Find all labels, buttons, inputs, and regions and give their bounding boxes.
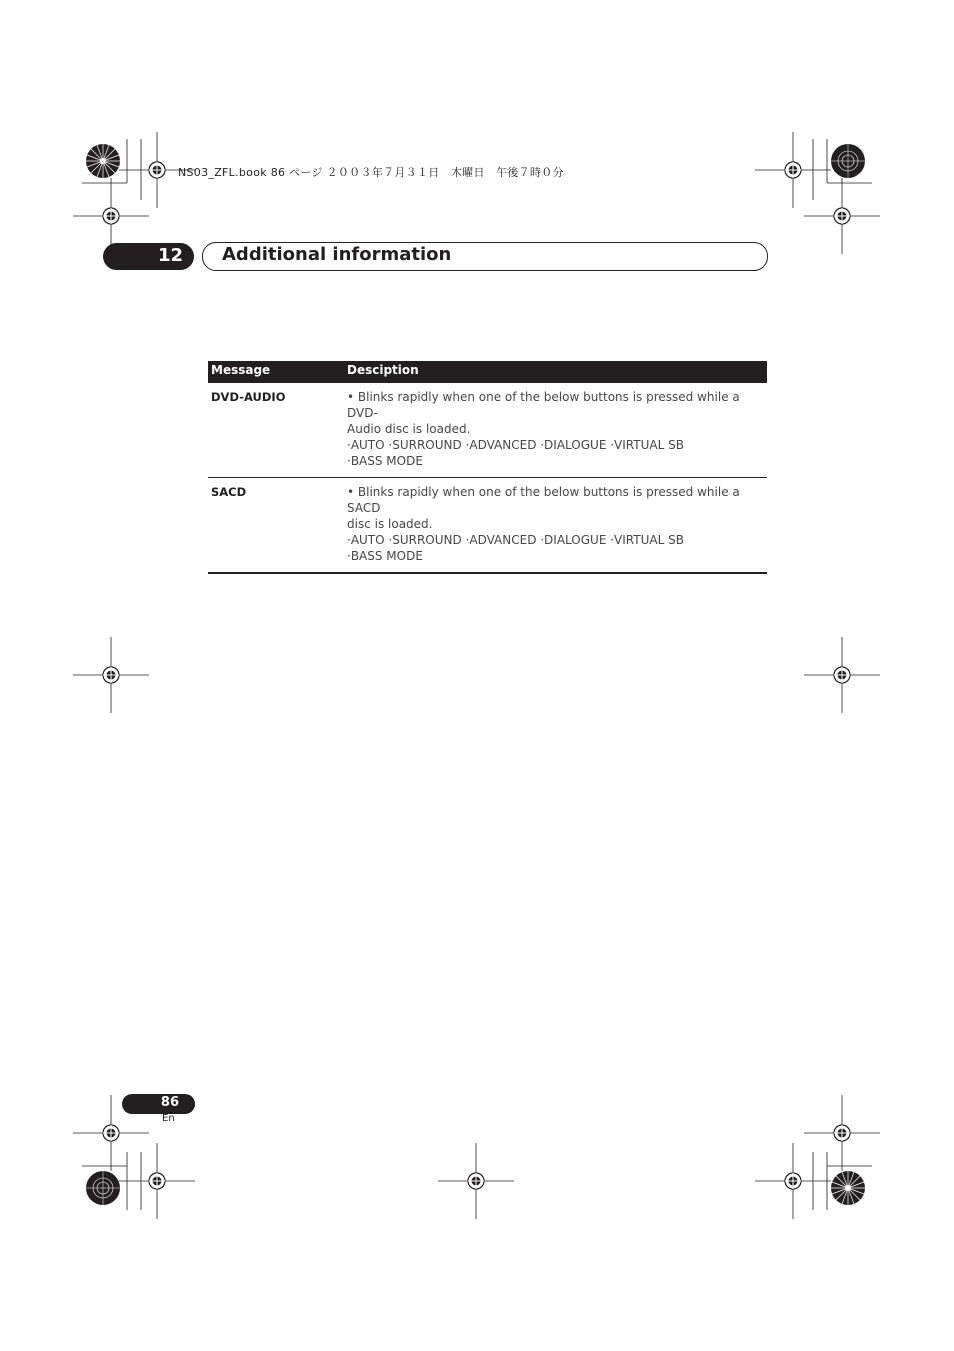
description-line: ·AUTO ·SURROUND ·ADVANCED ·DIALOGUE ·VIRTUAL SB — [347, 438, 684, 452]
description-cell — [344, 478, 767, 574]
chapter-number-badge — [103, 243, 194, 270]
column-header-message: Message — [208, 361, 344, 383]
description-line: ·BASS MODE — [347, 454, 423, 468]
description-line: ·BASS MODE — [347, 549, 423, 563]
page-number-badge — [122, 1094, 195, 1114]
chapter-number: 12 — [157, 245, 183, 266]
file-header: NS03_ZFL.book 86 ページ ２００３年７月３１日 木曜日 午後７時０分 — [178, 166, 564, 179]
description-line: • Blinks rapidly when one of the below buttons is pressed while a DVD- — [347, 390, 740, 420]
description-line: • Blinks rapidly when one of the below buttons is pressed while a SACD — [347, 485, 740, 515]
chapter-title: Additional information — [222, 244, 452, 265]
table-row — [208, 478, 767, 574]
description-line: disc is loaded. — [347, 517, 433, 531]
language-label: En — [162, 1113, 175, 1124]
table-header-row — [208, 361, 767, 383]
message-cell: DVD-AUDIO — [208, 383, 344, 478]
column-header-description: Desciption — [344, 361, 767, 383]
message-table — [208, 361, 767, 574]
description-line: ·AUTO ·SURROUND ·ADVANCED ·DIALOGUE ·VIRTUAL SB — [347, 533, 684, 547]
page-number: 86 — [160, 1095, 179, 1110]
description-cell — [344, 383, 767, 478]
table-row — [208, 383, 767, 478]
message-cell: SACD — [208, 478, 344, 574]
chapter-title-box — [202, 242, 768, 271]
description-line: Audio disc is loaded. — [347, 422, 471, 436]
